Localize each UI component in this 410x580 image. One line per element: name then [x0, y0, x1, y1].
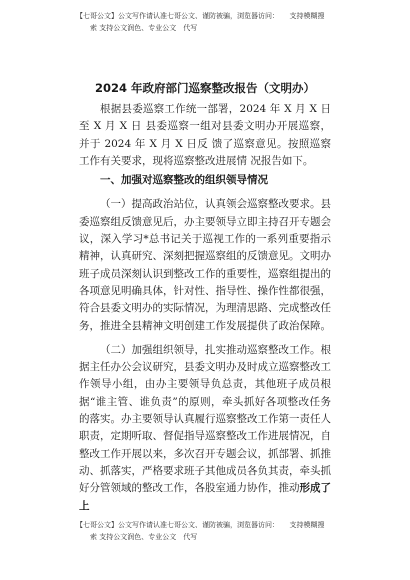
footer-banner-line1: 【七哥公文】公文写作请认准七哥公文、谨防被骗，浏览器访问： 支持模糊搜 [76, 521, 325, 529]
paragraph-2-bold-text: 形成了上 [79, 482, 331, 512]
section-heading-1: 一、加强对巡察整改的组织领导情况 [100, 174, 268, 187]
document-body [79, 101, 331, 515]
header-banner-line1: 【七哥公文】公文写作请认准七哥公文、谨防被骗，浏览器访问： 支持模糊搜 [76, 12, 325, 20]
header-banner-line2: 索 支持公文润色、专业公文 代写 [90, 24, 198, 32]
intro-paragraph: 根据县委巡察工作统一部署，2024 年 X 月 X 日至 X 月 X 日 县委巡察一组对县委文明办开展巡察，并于 2024 年 X 月 X 日反 馈了巡察意见。按照巡察工作有关要求，现将巡察整改进展情 况报告如下。 [79, 103, 331, 167]
footer-banner-line2: 索 支持公文润色、专业公文 代写 [90, 533, 198, 541]
paragraph-2 [79, 342, 331, 515]
footer-banner [76, 519, 376, 543]
paragraph-1: （一）提高政治站位，认真领会巡察整改要求。县委巡察组反馈意见后，办主要领导立即主持召开专题会议，深入学习*总书记关于巡视工作的一系列重要指示精神，认真研究、深刻把握巡察组的反馈意见。文明办班子成员深刻认识到整改工作的重要性，巡察组提出的各项意见明确具体，针对性、指导性、操作性都很强，符合县委文明办的实际情况，为理清思路、完成整改任务，推进全县精神文明创建工作发展提供了政治保障。 [79, 198, 331, 332]
paragraph-2-text: （二）加强组织领导，扎实推动巡察整改工作。根据主任办公会议研究，县委文明办及时成立巡察整改工作领导小组，由办主要领导负总责，其他班子成员根据“谁主管、谁负责”的原则，牵头抓好各项整改任务的落实。办主要领导认真履行巡察整改工作第一责任人职责，定期听取、督促指导巡察整改工作进展情况，自整改工作开展以来，多次召开专题会议，抓部署、抓推动、抓落实，严格要求班子其他成员各负其责，牵头抓好分管领域的整改工作，各股室通力协作，推动 [79, 343, 331, 495]
header-banner [76, 10, 376, 34]
document-title: 2024 年政府部门巡察整改报告（文明办） [94, 81, 315, 95]
